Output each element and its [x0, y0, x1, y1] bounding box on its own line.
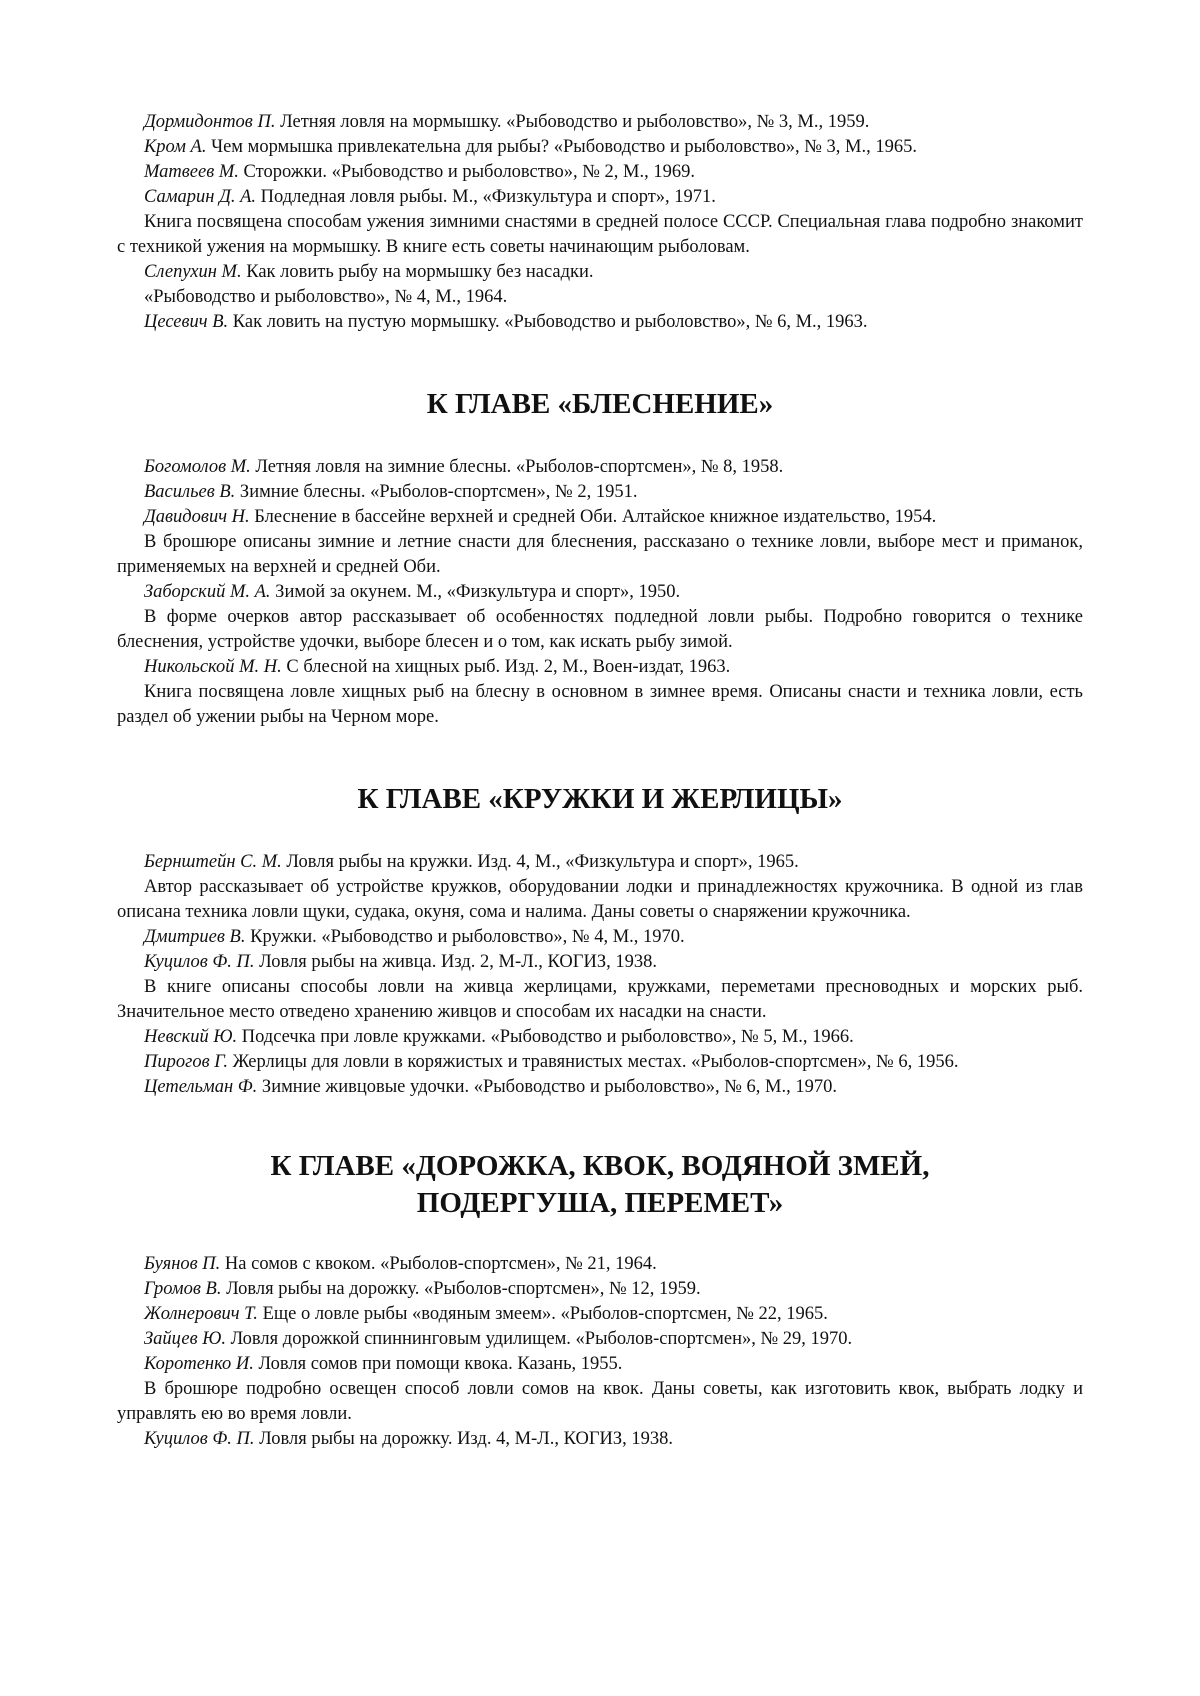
- entry-author: Куцилов Ф. П.: [144, 1429, 255, 1449]
- entry-author: Слепухин М.: [144, 262, 242, 282]
- entry-text: Жерлицы для ловли в коряжистых и травянистых местах. «Рыболов-спортсмен», № 6, 1956.: [228, 1052, 958, 1072]
- entry-text: С блесной на хищных рыб. Изд. 2, М., Воен-издат, 1963.: [282, 657, 731, 677]
- bib-entry: [117, 1025, 1083, 1050]
- entry-text: На сомов с квоком. «Рыболов-спортсмен», № 21, 1964.: [220, 1254, 656, 1274]
- entry-author: Цесевич В.: [144, 312, 228, 332]
- entry-author: Дормидонтов П.: [144, 112, 275, 132]
- entry-author: Самарин Д. А.: [144, 187, 256, 207]
- bib-entry: [117, 135, 1083, 160]
- entry-author: Бернштейн С. М.: [144, 852, 282, 872]
- bib-annotation: [117, 1377, 1083, 1427]
- annotation-text: Автор рассказывает об устройстве кружков, оборудовании лодки и принадлежностях кружочника. В одной из глав описана техника ловли щуки, судака, окуня, сома и налима. Даны советы о снаряжении кружочника.: [117, 877, 1083, 922]
- bib-entry: [117, 1277, 1083, 1302]
- annotation-text: Книга посвящена ловле хищных рыб на блесну в основном в зимнее время. Описаны снасти и техника ловли, есть раздел об ужении рыбы на Черном море.: [117, 682, 1083, 727]
- entry-text: Подледная ловля рыбы. М., «Физкультура и спорт», 1971.: [256, 187, 716, 207]
- entry-text: Еще о ловле рыбы «водяным змеем». «Рыболов-спортсмен, № 22, 1965.: [258, 1304, 828, 1324]
- entry-text: «Рыбоводство и рыболовство», № 4, М., 1964.: [144, 287, 507, 307]
- entry-text: Сторожки. «Рыбоводство и рыболовство», № 2, М., 1969.: [239, 162, 695, 182]
- entry-author: Давидович Н.: [144, 507, 250, 527]
- bib-entry: [117, 110, 1083, 135]
- bib-entry: [117, 655, 1083, 680]
- bibliography-page: [117, 110, 1083, 1452]
- heading-line-1: К ГЛАВЕ «ДОРОЖКА, КВОК, ВОДЯНОЙ ЗМЕЙ,: [271, 1150, 930, 1182]
- entry-text: Кружки. «Рыбоводство и рыболовство», № 4, М., 1970.: [245, 927, 684, 947]
- entry-text: Как ловить на пустую мормышку. «Рыбоводство и рыболовство», № 6, М., 1963.: [228, 312, 867, 332]
- bib-entry: [117, 580, 1083, 605]
- section-heading-blesnenie: К ГЛАВЕ «БЛЕСНЕНИЕ»: [117, 386, 1083, 423]
- entry-author: Пирогов Г.: [144, 1052, 228, 1072]
- bib-entry: [117, 950, 1083, 975]
- section-blesnenie: [117, 455, 1083, 730]
- entry-text: Ловля рыбы на кружки. Изд. 4, М., «Физкультура и спорт», 1965.: [282, 852, 799, 872]
- entry-text: Чем мормышка привлекательна для рыбы? «Рыбоводство и рыболовство», № 3, М., 1965.: [206, 137, 917, 157]
- bib-entry: [117, 925, 1083, 950]
- bib-annotation: [117, 605, 1083, 655]
- entry-text: Летняя ловля на зимние блесны. «Рыболов-спортсмен», № 8, 1958.: [251, 457, 784, 477]
- entry-text: Как ловить рыбу на мормышку без насадки.: [242, 262, 594, 282]
- entry-author: Васильев В.: [144, 482, 235, 502]
- entry-author: Богомолов М.: [144, 457, 251, 477]
- entry-text: Ловля дорожкой спиннинговым удилищем. «Рыболов-спортсмен», № 29, 1970.: [226, 1329, 852, 1349]
- entry-author: Кром А.: [144, 137, 206, 157]
- bib-entry: [117, 505, 1083, 530]
- heading-line-2: ПОДЕРГУША, ПЕРЕМЕТ»: [417, 1187, 783, 1219]
- section-kruzhki: [117, 850, 1083, 1100]
- bib-annotation: [117, 210, 1083, 260]
- bib-entry: [117, 1427, 1083, 1452]
- bib-entry: [117, 1050, 1083, 1075]
- entry-text: Зимние живцовые удочки. «Рыбоводство и рыболовство», № 6, М., 1970.: [257, 1077, 837, 1097]
- bib-entry: [117, 1075, 1083, 1100]
- section-heading-kruzhki: К ГЛАВЕ «КРУЖКИ И ЖЕРЛИЦЫ»: [117, 781, 1083, 818]
- bib-entry: [117, 455, 1083, 480]
- annotation-text: В брошюре подробно освещен способ ловли сомов на квок. Даны советы, как изготовить квок, выбрать лодку и управлять ею во время ловли.: [117, 1379, 1083, 1424]
- bib-entry: [117, 850, 1083, 875]
- bib-entry: [117, 185, 1083, 210]
- entry-text: Летняя ловля на мормышку. «Рыбоводство и рыболовство», № 3, М., 1959.: [275, 112, 869, 132]
- entry-text: Подсечка при ловле кружками. «Рыбоводство и рыболовство», № 5, М., 1966.: [237, 1027, 854, 1047]
- bib-annotation: [117, 530, 1083, 580]
- entry-text: Зимние блесны. «Рыболов-спортсмен», № 2, 1951.: [235, 482, 637, 502]
- entry-text: Ловля сомов при помощи квока. Казань, 1955.: [254, 1354, 623, 1374]
- annotation-text: В форме очерков автор рассказывает об особенностях подледной ловли рыбы. Подробно говорится о технике блеснения, устройстве удочки, выборе блесен и о том, как искать рыбу зимой.: [117, 607, 1083, 652]
- bib-entry: [117, 1327, 1083, 1352]
- entry-author: Невский Ю.: [144, 1027, 237, 1047]
- annotation-text: В брошюре описаны зимние и летние снасти для блеснения, рассказано о технике ловли, выборе мест и приманок, применяемых на верхней и средней Оби.: [117, 532, 1083, 577]
- bib-entry: [117, 160, 1083, 185]
- annotation-text: Книга посвящена способам ужения зимними снастями в средней полосе СССР. Специальная глава подробно знакомит с техникой ужения на мормышку. В книге есть советы начинающим рыболовам.: [117, 212, 1083, 257]
- bib-entry: [117, 1302, 1083, 1327]
- bib-entry-continuation: [117, 285, 1083, 310]
- bib-entry: [117, 480, 1083, 505]
- entry-author: Никольской М. Н.: [144, 657, 282, 677]
- entry-text: Ловля рыбы на живца. Изд. 2, М-Л., КОГИЗ, 1938.: [255, 952, 657, 972]
- bib-entry: [117, 1252, 1083, 1277]
- bib-annotation: [117, 975, 1083, 1025]
- entry-author: Буянов П.: [144, 1254, 220, 1274]
- entry-text: Ловля рыбы на дорожку. Изд. 4, М-Л., КОГИЗ, 1938.: [255, 1429, 674, 1449]
- entry-text: Ловля рыбы на дорожку. «Рыболов-спортсмен», № 12, 1959.: [221, 1279, 700, 1299]
- entry-text: Блеснение в бассейне верхней и средней Оби. Алтайское книжное издательство, 1954.: [250, 507, 937, 527]
- entry-author: Коротенко И.: [144, 1354, 254, 1374]
- bib-entry: [117, 260, 1083, 285]
- entry-author: Заборский М. А.: [144, 582, 271, 602]
- entry-author: Дмитриев В.: [144, 927, 245, 947]
- bib-annotation: [117, 875, 1083, 925]
- entry-author: Матвеев М.: [144, 162, 239, 182]
- annotation-text: В книге описаны способы ловли на живца жерлицами, кружками, переметами пресноводных и морских рыб. Значительное место отведено хранению живцов и способам их насадки на снасти.: [117, 977, 1083, 1022]
- entry-author: Зайцев Ю.: [144, 1329, 226, 1349]
- bib-entry: [117, 310, 1083, 335]
- bib-annotation: [117, 680, 1083, 730]
- section-mormyshka-continuation: [117, 110, 1083, 335]
- section-heading-dorozhka: [117, 1148, 1083, 1222]
- bib-entry: [117, 1352, 1083, 1377]
- entry-author: Цетельман Ф.: [144, 1077, 257, 1097]
- entry-author: Громов В.: [144, 1279, 221, 1299]
- entry-author: Жолнерович Т.: [144, 1304, 258, 1324]
- entry-author: Куцилов Ф. П.: [144, 952, 255, 972]
- section-dorozhka: [117, 1252, 1083, 1452]
- entry-text: Зимой за окунем. М., «Физкультура и спорт», 1950.: [271, 582, 681, 602]
